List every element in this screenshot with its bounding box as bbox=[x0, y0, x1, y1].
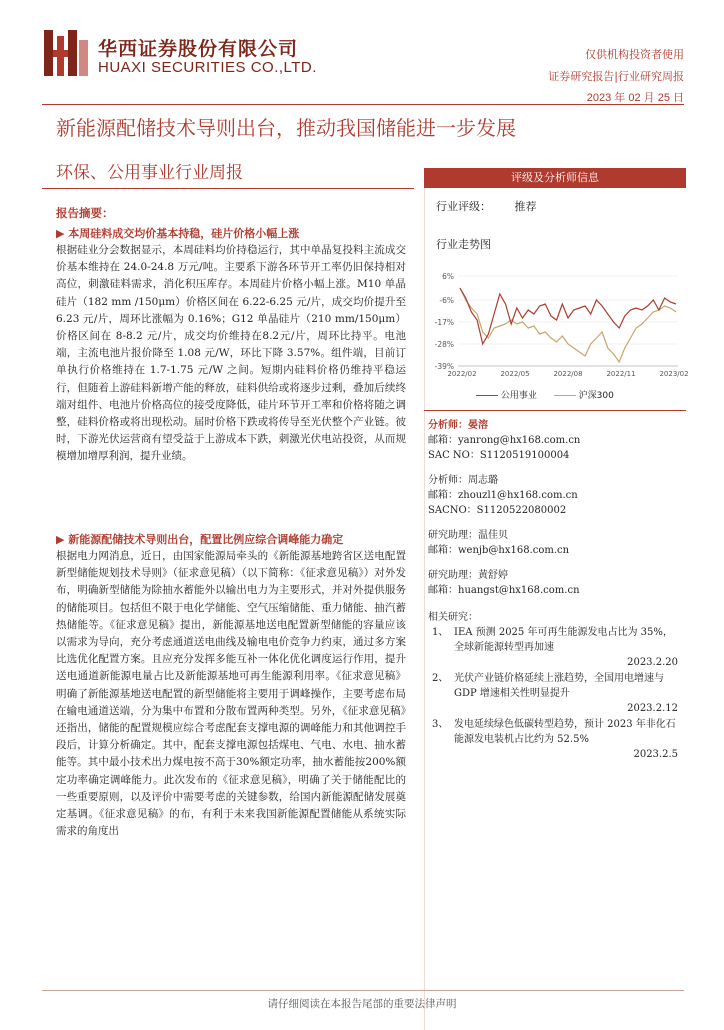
company-name-cn: 华西证券股份有限公司 bbox=[98, 38, 299, 60]
related-item-date: 2023.2.20 bbox=[627, 657, 678, 668]
legend-label-0: 公用事业 bbox=[500, 391, 537, 401]
industry-trend-chart bbox=[428, 262, 689, 392]
y-tick-label: -28% bbox=[434, 340, 454, 349]
legend-swatch-1 bbox=[554, 395, 576, 396]
section-heading: ▶ 新能源配储技术导则出台，配置比例应综合调峰能力确定 bbox=[56, 533, 344, 546]
related-item[interactable]: 2、 光伏产业链价格延续上涨趋势，全国用电增速与 GDP 增速相关性明显提升 2023.2.12 bbox=[428, 671, 682, 716]
section-heading: ▶ 本周硅料成交均价基本持稳，硅片价格小幅上涨 bbox=[56, 227, 300, 240]
x-tick-label: 2022/05 bbox=[500, 370, 530, 378]
assistant-1: 研究助理：温佳贝 邮箱：wenjb@hx168.com.cn bbox=[428, 530, 570, 556]
analyst-name: 晏溶 bbox=[468, 420, 488, 431]
page-title: 新能源配储技术导则出台，推动我国储能进一步发展 bbox=[56, 116, 516, 140]
y-tick-label: -17% bbox=[434, 318, 454, 327]
industry-rating bbox=[436, 198, 537, 214]
related-item-title: IEA 预测 2025 年可再生能源发电占比为 35%，全球新能源转型再加速 bbox=[454, 627, 673, 653]
y-tick-label: -39% bbox=[434, 362, 454, 371]
company-name-en: HUAXI SECURITIES CO.,LTD. bbox=[98, 59, 317, 76]
rating-value: 推荐 bbox=[514, 200, 537, 213]
legend-swatch-0 bbox=[476, 395, 498, 396]
page-subtitle: 环保、公用事业行业周报 bbox=[56, 163, 243, 183]
assistant-name: 温佳贝 bbox=[478, 530, 508, 541]
rating-label: 行业评级： bbox=[436, 200, 491, 213]
assistant-email[interactable]: huangst@hx168.com.cn bbox=[458, 585, 580, 596]
assistant-email[interactable]: wenjb@hx168.com.cn bbox=[458, 545, 570, 556]
assistant-2: 研究助理：黄舒婷 邮箱：huangst@hx168.com.cn bbox=[428, 570, 580, 596]
legal-notice: 请仔细阅读在本报告尾部的重要法律声明 bbox=[267, 998, 457, 1010]
summary-section-2 bbox=[56, 532, 406, 840]
related-item[interactable]: 1、 IEA 预测 2025 年可再生能源发电占比为 35%，全球新能源转型再加速 2023.2.20 bbox=[428, 625, 682, 670]
analyst-1: 分析师：晏溶 邮箱：yanrong@hx168.com.cn SAC NO：S1120519100004 bbox=[428, 420, 581, 461]
related-research-list bbox=[428, 625, 682, 762]
subtitle-divider bbox=[42, 188, 414, 189]
summary-section-1 bbox=[56, 226, 406, 466]
series-line-public-utilities bbox=[460, 288, 676, 344]
analyst-divider bbox=[424, 410, 686, 411]
analyst-name: 周志璐 bbox=[468, 475, 498, 486]
footer-divider bbox=[42, 990, 684, 991]
legend-label-1: 沪深300 bbox=[578, 391, 614, 401]
header-divider bbox=[42, 104, 684, 105]
analyst-list bbox=[428, 418, 682, 763]
x-tick-label: 2022/08 bbox=[553, 370, 583, 378]
report-date: 2023 年 02 月 25 日 bbox=[586, 92, 684, 104]
related-item-date: 2023.2.5 bbox=[633, 749, 678, 760]
section-body: 根据电力网消息，近日，由国家能源局牵头的《新能源基地跨省区送电配置新型储能规划技术导则》（征求意见稿）（以下简称：《征求意见稿》）对外发布，明确新型储能为除抽水蓄能外以输出电力为主要形式，并对外提供服务的储能项目。包括但不限于电化学储能、空气压缩储能、重力储能、抽汽蓄热储能等。《征求意见稿》提出，新能源基地送电配置新型储能的容量应该以需求为导向，充分考虑通道送电曲线及输电电价竞争力约束，通过多方案比选优化配置方案。且应充分发挥多能互补一体化优化调度运行作用，提升送电通道新能源电量占比及新能源基地可再生能源利用率。《征求意见稿》明确了新能源基地送电配置的新型储能将主要用于调峰操作，主要考虑布局在输电通道送端，分为集中布置和分散布置两种类型。另外，《征求意见稿》还指出，储能的配置规模应综合考虑配套支撑电源的调峰能力和其他调控手段后，计算分析确定。其中，配套支撑电源包括煤电、气电、水电、抽水蓄能等。其中最小技术出力煤电按不高于30%额定功率，抽水蓄能按200%额定功率确定调峰能力。此次发布的《征求意见稿》，明确了关于储能配比的一些重要原则，以及评价中需要考虑的关键参数，给国内新能源配储发展奠定基调。《征求意见稿》的布，有利于未来我国新能源配置储能从系统实际需求的角度出 bbox=[56, 550, 406, 838]
assistant-name: 黄舒婷 bbox=[478, 570, 508, 581]
analyst-email[interactable]: zhouzl1@hx168.com.cn bbox=[458, 490, 578, 501]
related-item-title: 光伏产业链价格延续上涨趋势，全国用电增速与 GDP 增速相关性明显提升 bbox=[454, 673, 664, 699]
series-line-utilities bbox=[460, 288, 676, 362]
company-logo bbox=[44, 30, 88, 76]
related-item[interactable]: 3、 发电延续绿色低碳转型趋势，预计 2023 年非化石能源发电装机占比约为 52.5% 2023.2.5 bbox=[428, 717, 682, 762]
summary-label: 报告摘要： bbox=[56, 206, 114, 220]
section-body: 根据硅业分会数据显示，本周硅料均价持稳运行，其中单晶复投料主流成交价基本维持在 24.0-24.8 万元/吨。主要系下游各环节开工率仍旧保持相对高位，刺激硅料需求，消化积压库存。本周硅片价格小幅上涨。M10 单晶硅片（182 mm /150μm）价格区间在 6.22-6.25 元/片，成交均价提升至 6.23 元/片，周环比涨幅为 0.16%；G12 单晶硅片（210 mm/150μm）价格区间在 8-8.2 元/片，成交均价维持在8.2元/片，周环比持平。电池端，主流电池片报价降至 1.08 元/W，环比下降 3.57%。组件端，目前订单执行价格维持在 1.7-1.75 元/W 之间。短期内硅料价格仍维持平稳运行，但随着上游硅料新增产能的释放，硅料供给或将逐步过剩，叠加后续终端对组件、电池片价格高位的接受度降低，硅片环节开工率和价格将随之调整，硅料价格或将出现松动。届时价格下跌或将传导至光伏整个产业链。彼时，下游光伏运营商有望受益于上游成本下跌，刺激光伏电站投资，从而规模增加增厚利润，提升业绩。 bbox=[56, 244, 406, 463]
chart-title: 行业走势图 bbox=[436, 238, 491, 251]
audience-note: 仅供机构投资者使用 bbox=[585, 48, 684, 61]
y-tick-label: -6% bbox=[439, 296, 454, 305]
rating-header: 评级及分析师信息 bbox=[424, 168, 686, 188]
y-tick-label: 6% bbox=[442, 272, 454, 281]
x-tick-label: 2022/11 bbox=[606, 370, 636, 378]
analyst-2: 分析师：周志璐 邮箱：zhouzl1@hx168.com.cn SACNO：S1120522080002 bbox=[428, 475, 578, 516]
analyst-email[interactable]: yanrong@hx168.com.cn bbox=[458, 435, 581, 446]
x-tick-label: 2023/02 bbox=[659, 370, 689, 378]
x-tick-label: 2022/02 bbox=[447, 370, 477, 378]
related-item-title: 发电延续绿色低碳转型趋势，预计 2023 年非化石能源发电装机占比约为 52.5% bbox=[454, 719, 676, 745]
chart-legend bbox=[476, 388, 614, 401]
analyst-cert: S1120522080002 bbox=[476, 505, 567, 516]
analyst-cert: S1120519100004 bbox=[479, 450, 570, 461]
report-type: 证券研究报告|行业研究周报 bbox=[548, 70, 684, 83]
related-research-label: 相关研究： bbox=[428, 612, 478, 623]
related-item-date: 2023.2.12 bbox=[627, 703, 678, 714]
